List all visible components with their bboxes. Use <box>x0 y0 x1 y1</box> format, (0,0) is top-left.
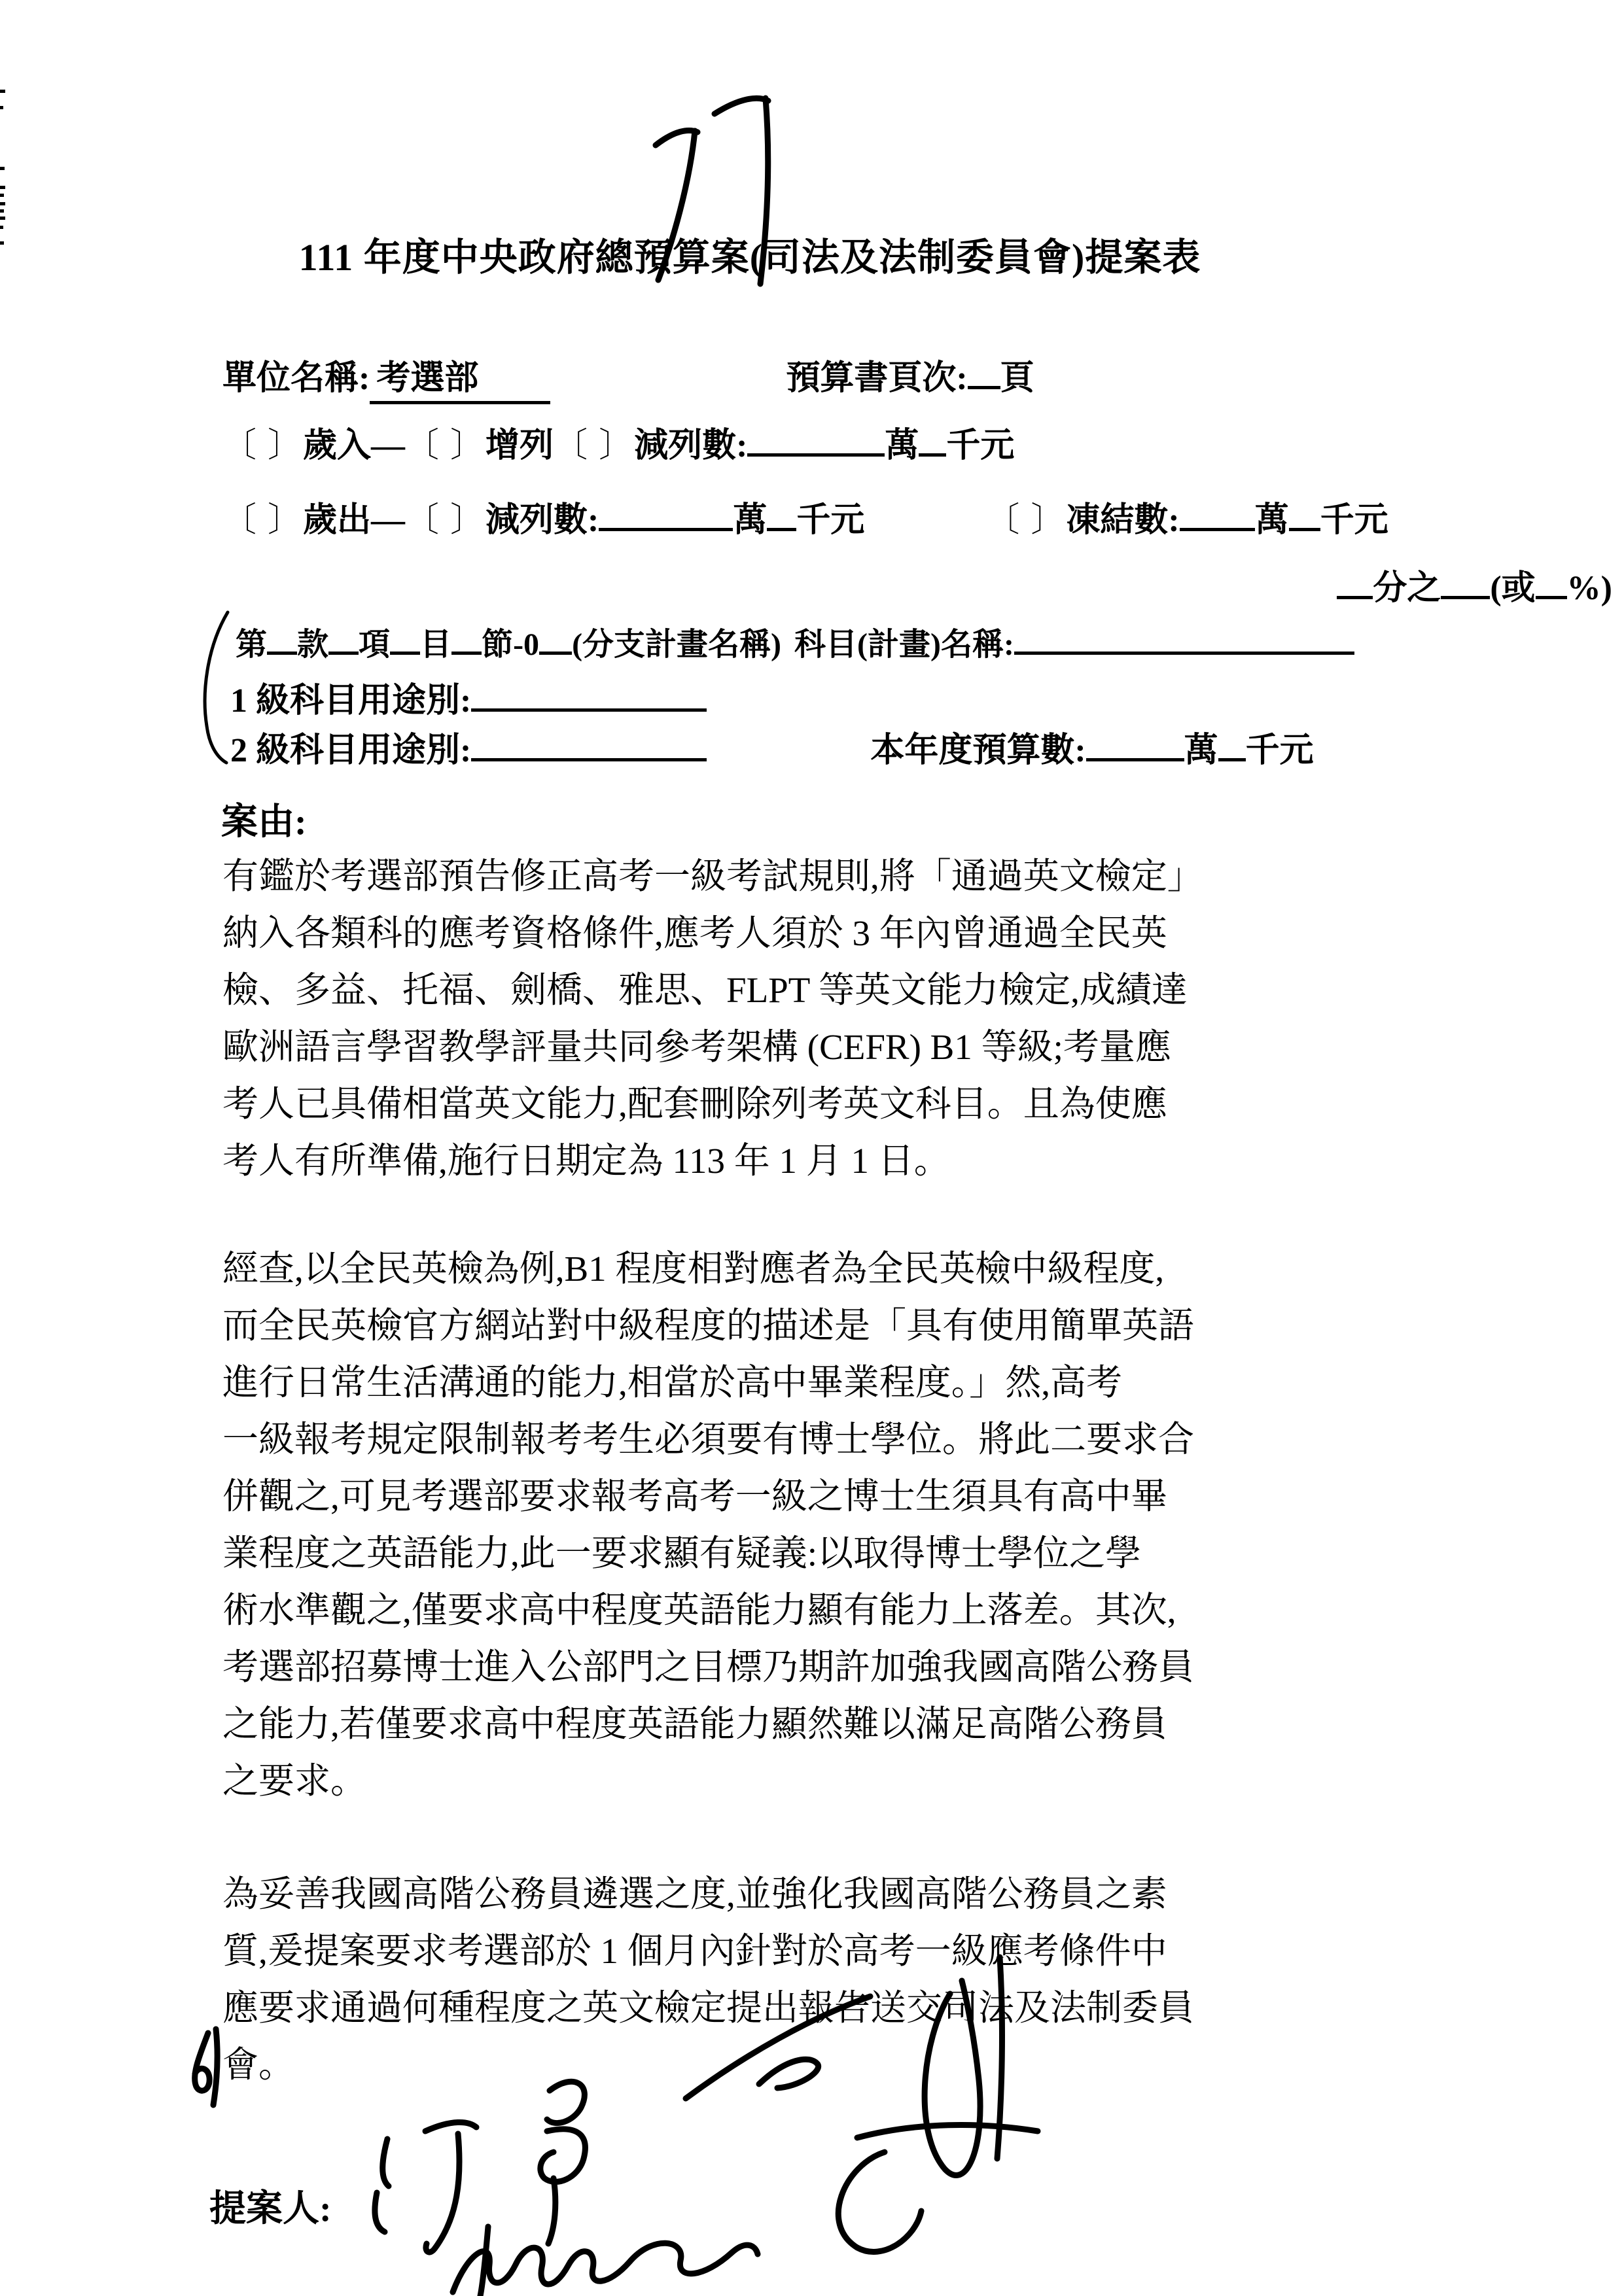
text-line: 考人有所準備,施行日期定為 113 年 1 月 1 日。 <box>222 1141 950 1181</box>
signature-1 <box>375 2081 585 2252</box>
checkbox-brackets: 〔 〕 <box>405 427 486 464</box>
xiang-label: 項 <box>359 627 391 662</box>
text-line: 為妥善我國高階公務員遴選之度,並強化我國高階公務員之素 <box>222 1874 1167 1914</box>
case-heading: 案由: <box>221 802 307 843</box>
checkbox-brackets: 〔 〕 <box>405 502 486 539</box>
checkbox-brackets: 〔 〕 <box>222 502 304 539</box>
jie-label: 節-0 <box>482 627 540 662</box>
decrease-amount-label: 減列數: <box>485 502 599 539</box>
or-open-label: (或 <box>1490 570 1536 607</box>
text-line: 考選部招募博士進入公部門之目標乃期許加強我國高階公務員 <box>222 1647 1195 1687</box>
handwritten-annotation-mark <box>195 2029 217 2105</box>
qian-yuan-label: 千元 <box>1245 732 1314 769</box>
text-line: 業程度之英語能力,此一要求顯有疑義:以取得博士學位之學 <box>222 1533 1142 1573</box>
qian-yuan-label: 千元 <box>1320 502 1388 539</box>
unit-name-label: 單位名稱: <box>222 360 370 397</box>
text-line: 歐洲語言學習教學評量共同參考架構 (CEFR) B1 等級;考量應 <box>222 1027 1171 1067</box>
qian-yuan-label: 千元 <box>796 502 865 539</box>
text-line: 經查,以全民英檢為例,B1 程度相對應者為全民英檢中級程度, <box>222 1249 1165 1289</box>
percent-close-label: %) <box>1566 570 1612 607</box>
text-line: 進行日常生活溝通的能力,相當於高中畢業程度。」然,高考 <box>222 1363 1123 1402</box>
annual-budget-label: 本年度預算數: <box>870 732 1086 769</box>
kuan-label: 款 <box>297 627 329 662</box>
page-unit-label: 頁 <box>1000 360 1034 397</box>
signature-2 <box>686 1957 1038 2252</box>
proposer-label: 提案人: <box>209 2189 332 2229</box>
checkbox-brackets: 〔 〕 <box>222 427 304 464</box>
wan-label: 萬 <box>1184 732 1218 769</box>
text-line: 質,爰提案要求考選部於 1 個月內針對於高考一級應考條件中 <box>222 1931 1167 1971</box>
di-label: 第 <box>236 627 268 662</box>
text-line: 檢、多益、托福、劍橋、雅思、FLPT 等英文能力檢定,成績達 <box>222 970 1188 1010</box>
wan-label: 萬 <box>885 427 919 464</box>
text-line: 納入各類科的應考資格條件,應考人須於 3 年內曾通過全民英 <box>222 913 1167 953</box>
text-line: 有鑑於考選部預告修正高考一級考試規則,將「通過英文檢定」 <box>222 856 1203 896</box>
text-line: 之能力,若僅要求高中程度英語能力顯然難以滿足高階公務員 <box>222 1704 1167 1744</box>
text-line: 併觀之,可見考選部要求報考高考一級之博士生須具有高中畢 <box>222 1476 1167 1516</box>
signature-3 <box>453 2227 758 2296</box>
wan-label: 萬 <box>1254 502 1289 539</box>
budget-book-page-label: 預算書頁次: <box>786 360 968 397</box>
subject-name-label: 科目(計畫)名稱: <box>794 627 1015 662</box>
checkbox-brackets: 〔 〕 <box>985 502 1067 539</box>
mu-label: 目 <box>420 627 452 662</box>
dash: — <box>371 427 406 464</box>
level1-label: 1 級科目用途別: <box>230 682 472 720</box>
text-line: 會。 <box>222 2045 295 2085</box>
branch-plan-label: (分支計畫名稱) <box>572 627 782 662</box>
dash: — <box>371 502 406 539</box>
wan-label: 萬 <box>733 502 768 539</box>
text-line: 應要求通過何種程度之英文檢定提出報告送交司法及法制委員 <box>222 1988 1195 2028</box>
text-line: 術水準觀之,僅要求高中程度英語能力顯有能力上落差。其次, <box>222 1590 1176 1630</box>
page-title: 111 年度中央政府總預算案(司法及法制委員會)提案表 <box>298 236 1201 279</box>
revenue-label: 歲入 <box>303 427 372 464</box>
decrease-amount-label: 減列數: <box>634 427 748 464</box>
frozen-amount-label: 凍結數: <box>1066 502 1180 539</box>
text-line: 而全民英檢官方網站對中級程度的描述是「具有使用簡單英語 <box>222 1306 1195 1346</box>
text-line: 考人已具備相當英文能力,配套刪除列考英文科目。且為使應 <box>222 1084 1167 1124</box>
text-line: 一級報考規定限制報考考生必須要有博士學位。將此二要求合 <box>222 1419 1195 1459</box>
checkbox-brackets: 〔 〕 <box>554 427 635 464</box>
increase-label: 增列 <box>485 427 554 464</box>
qian-yuan-label: 千元 <box>946 427 1015 464</box>
expenditure-label: 歲出 <box>303 502 372 539</box>
unit-name-value: 考選部 <box>370 360 550 404</box>
level2-label: 2 級科目用途別: <box>230 732 472 769</box>
fen-zhi-label: 分之 <box>1373 570 1441 607</box>
text-line: 之要求。 <box>222 1761 367 1801</box>
